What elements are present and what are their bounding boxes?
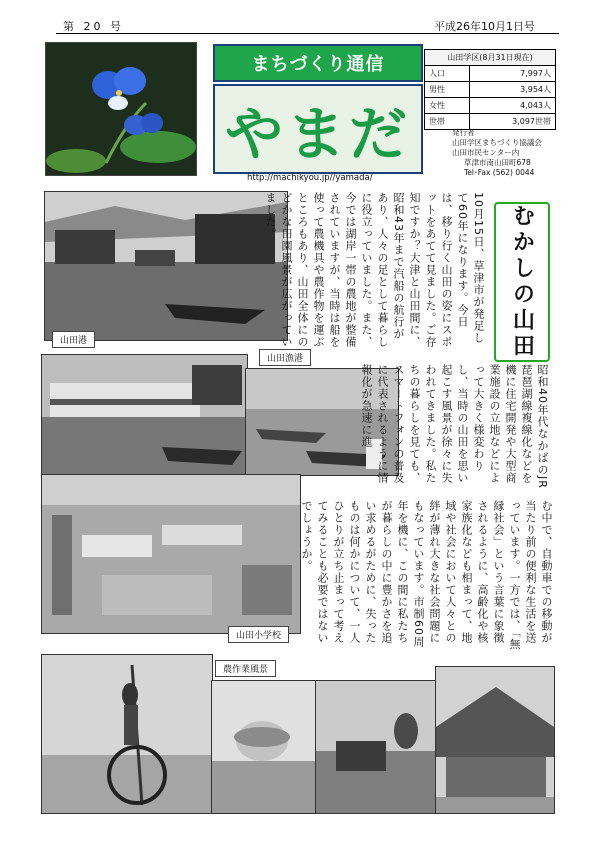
publisher-label: 発行者 bbox=[452, 128, 475, 137]
flower-photo bbox=[45, 42, 197, 176]
article-column-middle: 昭和40年代なかばのJR琵琶湖線複線化などを機に住宅開発や大型商業施設の立地などによって大きく様変わりし、当時の山田を思い起こす風景が徐々に失われてきました。私たちの暮らしを見ても、スマートフォンの普及に代表されるように情報化が急速に進 bbox=[360, 364, 549, 489]
header-divider bbox=[56, 33, 559, 34]
caption-farming: 農作業風景 bbox=[215, 660, 276, 677]
issue-number: 第 20 号 bbox=[63, 20, 124, 33]
caption-yamada-port: 山田港 bbox=[52, 331, 95, 348]
school-aerial-photo bbox=[41, 474, 301, 634]
publisher-phone: Tel･Fax (562) 0044 bbox=[464, 168, 535, 177]
ferry-photo bbox=[41, 354, 248, 476]
threshing-photo bbox=[315, 680, 437, 814]
table-row: 人口 7,997人 bbox=[425, 66, 556, 82]
publisher-address: 草津市南山田町678 bbox=[464, 158, 531, 167]
newsletter-title: やまだ bbox=[213, 84, 423, 174]
article-column-bottom: む中で、自動車での移動が当たり前の便利な生活を送っています。一方では、「無縁社会」という言葉に象徴されるように、高齢化や核家族化なども相まって、地域や社会において人々との絆が薄れ大きな社会問題にもなっています。市制60周年を機に、この間に私たちが暮らしの中に豊かさを追い求めるがために、失ったものは何かについて、一人ひとりが立ち止まって考えてみることも必要ではないでしょうか。 bbox=[300, 500, 553, 651]
yamada-port-photo bbox=[44, 191, 288, 341]
thatched-house-photo bbox=[435, 666, 555, 814]
caption-fishing-port: 山田漁港 bbox=[259, 349, 311, 366]
table-row: 男性 3,954人 bbox=[425, 82, 556, 98]
population-table-header: 山田学区(8月31日現在) bbox=[425, 50, 556, 66]
publisher-name: 山田学区まちづくり協議会 bbox=[452, 138, 542, 147]
article-heading: むかしの山田 bbox=[494, 202, 550, 362]
rice-planting-photo bbox=[211, 680, 317, 814]
issue-date: 平成26年10月1日号 bbox=[434, 20, 535, 33]
table-row: 女性 4,043人 bbox=[425, 98, 556, 114]
publisher-info bbox=[452, 128, 542, 178]
website-url[interactable]: http://machikyou.jp//yamada/ bbox=[247, 173, 373, 183]
caption-school: 山田小学校 bbox=[228, 626, 289, 643]
table-row: 世帯 3,097世帯 bbox=[425, 114, 556, 130]
population-table bbox=[424, 49, 556, 130]
article-column-top: 10月15日、草津市が発足して60年になります。今日は、移り行く山田の姿にスポットをあてて見ました。ご存知ですか？大津と山田間に、昭和43年まで汽船の航行があり、人々の足として暮らしに役立っていました。また、今では湖岸一帯の農地が整備されていますが、当時は船を使って農機具や農作物を運ぶところもあり、山田全体にのどかな田園風景が広がっていました。 bbox=[264, 192, 485, 348]
publisher-office: 山田市民センター内 bbox=[452, 148, 520, 157]
newsletter-subtitle: まちづくり通信 bbox=[213, 44, 423, 82]
waterwheel-photo bbox=[41, 654, 213, 814]
